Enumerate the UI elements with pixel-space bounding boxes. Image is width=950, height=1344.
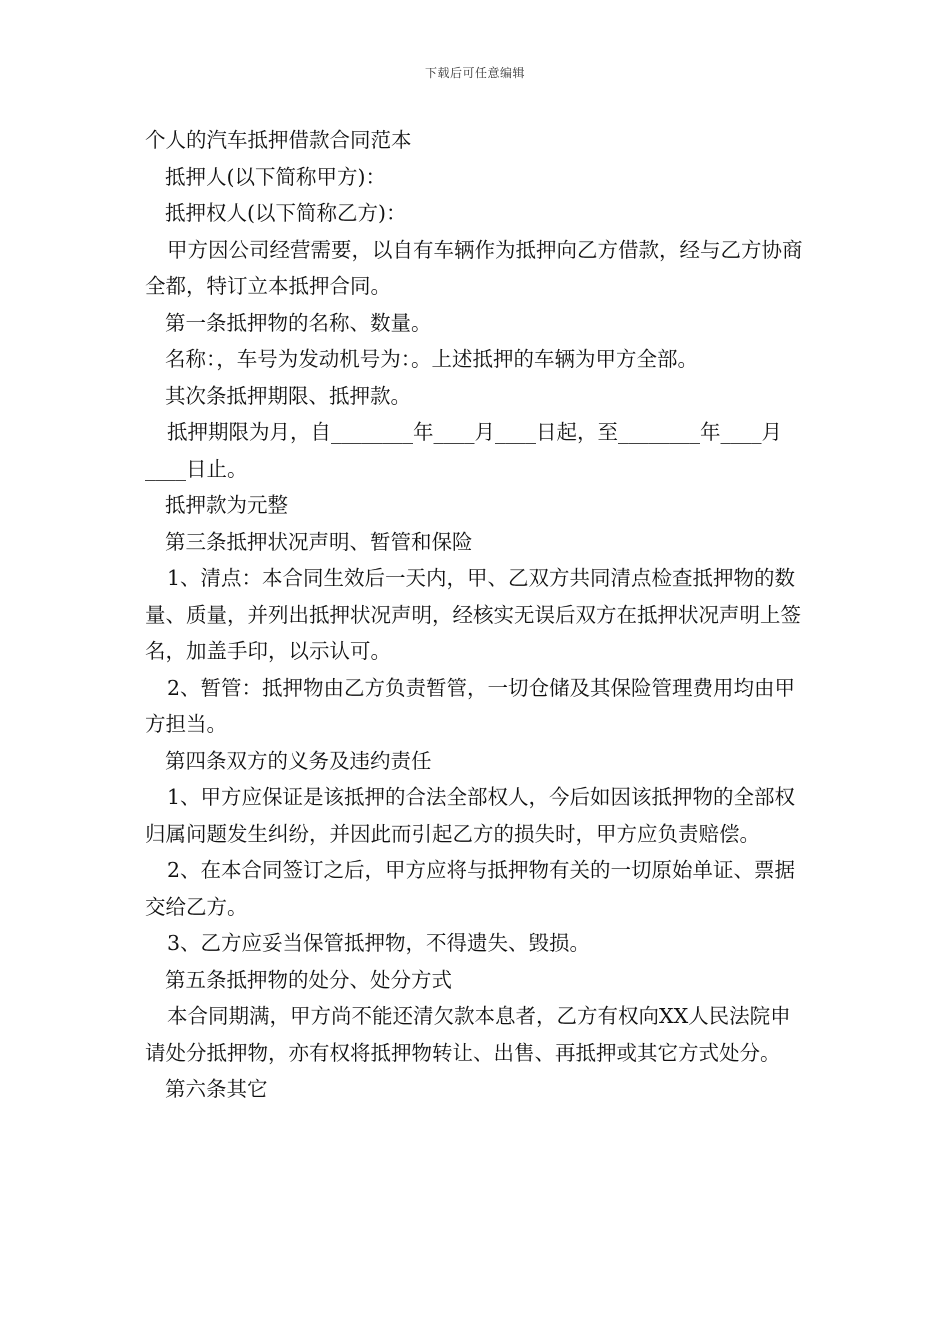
paragraph-purpose: 甲方因公司经营需要，以自有车辆作为抵押向乙方借款，经与乙方协商全都，特订立本抵押合同。 xyxy=(145,237,803,298)
paragraph-obligation-3: 3、乙方应妥当保管抵押物，不得遗失、毁损。 xyxy=(167,931,591,955)
heading-article-6: 第六条其它 xyxy=(165,1077,268,1101)
heading-article-1: 第一条抵押物的名称、数量。 xyxy=(165,310,432,335)
paragraph-obligation-2: 2、在本合同签订之后，甲方应将与抵押物有关的一切原始单证、票据交给乙方。 xyxy=(145,858,796,919)
paragraph-mortgagor: 抵押人(以下简称甲方)： xyxy=(165,164,386,189)
paragraph-amount: 抵押款为元整 xyxy=(165,493,288,517)
paragraph-disposal: 本合同期满，甲方尚不能还清欠款本息者，乙方有权向XX人民法院申请处分抵押物，亦有权将抵押物转让、出售、再抵押或其它方式处分。 xyxy=(145,1004,791,1065)
heading-article-3: 第三条抵押状况声明、暂管和保险 xyxy=(165,529,473,554)
heading-article-2: 其次条抵押期限、抵押款。 xyxy=(165,383,411,408)
paragraph-custody: 2、暂管：抵押物由乙方负责暂管，一切仓储及其保险管理费用均由甲方担当。 xyxy=(145,675,796,736)
heading-article-4: 第四条双方的义务及违约责任 xyxy=(165,748,432,773)
paragraph-inventory: 1、清点：本合同生效后一天内，甲、乙双方共同清点检查抵押物的数量、质量，并列出抵押状况声明，经核实无误后双方在抵押状况声明上签名，加盖手印，以示认可。 xyxy=(145,566,801,663)
paragraph-term: 抵押期限为月，自________年____月____日起，至________年____月____日止。 xyxy=(145,420,782,481)
paragraph-obligation-1: 1、甲方应保证是该抵押的合法全部权人，今后如因该抵押物的全部权归属问题发生纠纷，并因此而引起乙方的损失时，甲方应负责赔偿。 xyxy=(145,785,796,846)
paragraph-mortgagee: 抵押权人(以下简称乙方)： xyxy=(165,201,407,225)
document-body xyxy=(145,122,810,1108)
document-title: 个人的汽车抵押借款合同范本 xyxy=(145,128,412,152)
page-header-note: 下载后可任意编辑 xyxy=(424,66,525,80)
heading-article-5: 第五条抵押物的处分、处分方式 xyxy=(165,967,452,992)
paragraph-name: 名称：，车号为发动机号为：。上述抵押的车辆为甲方全部。 xyxy=(165,347,698,371)
